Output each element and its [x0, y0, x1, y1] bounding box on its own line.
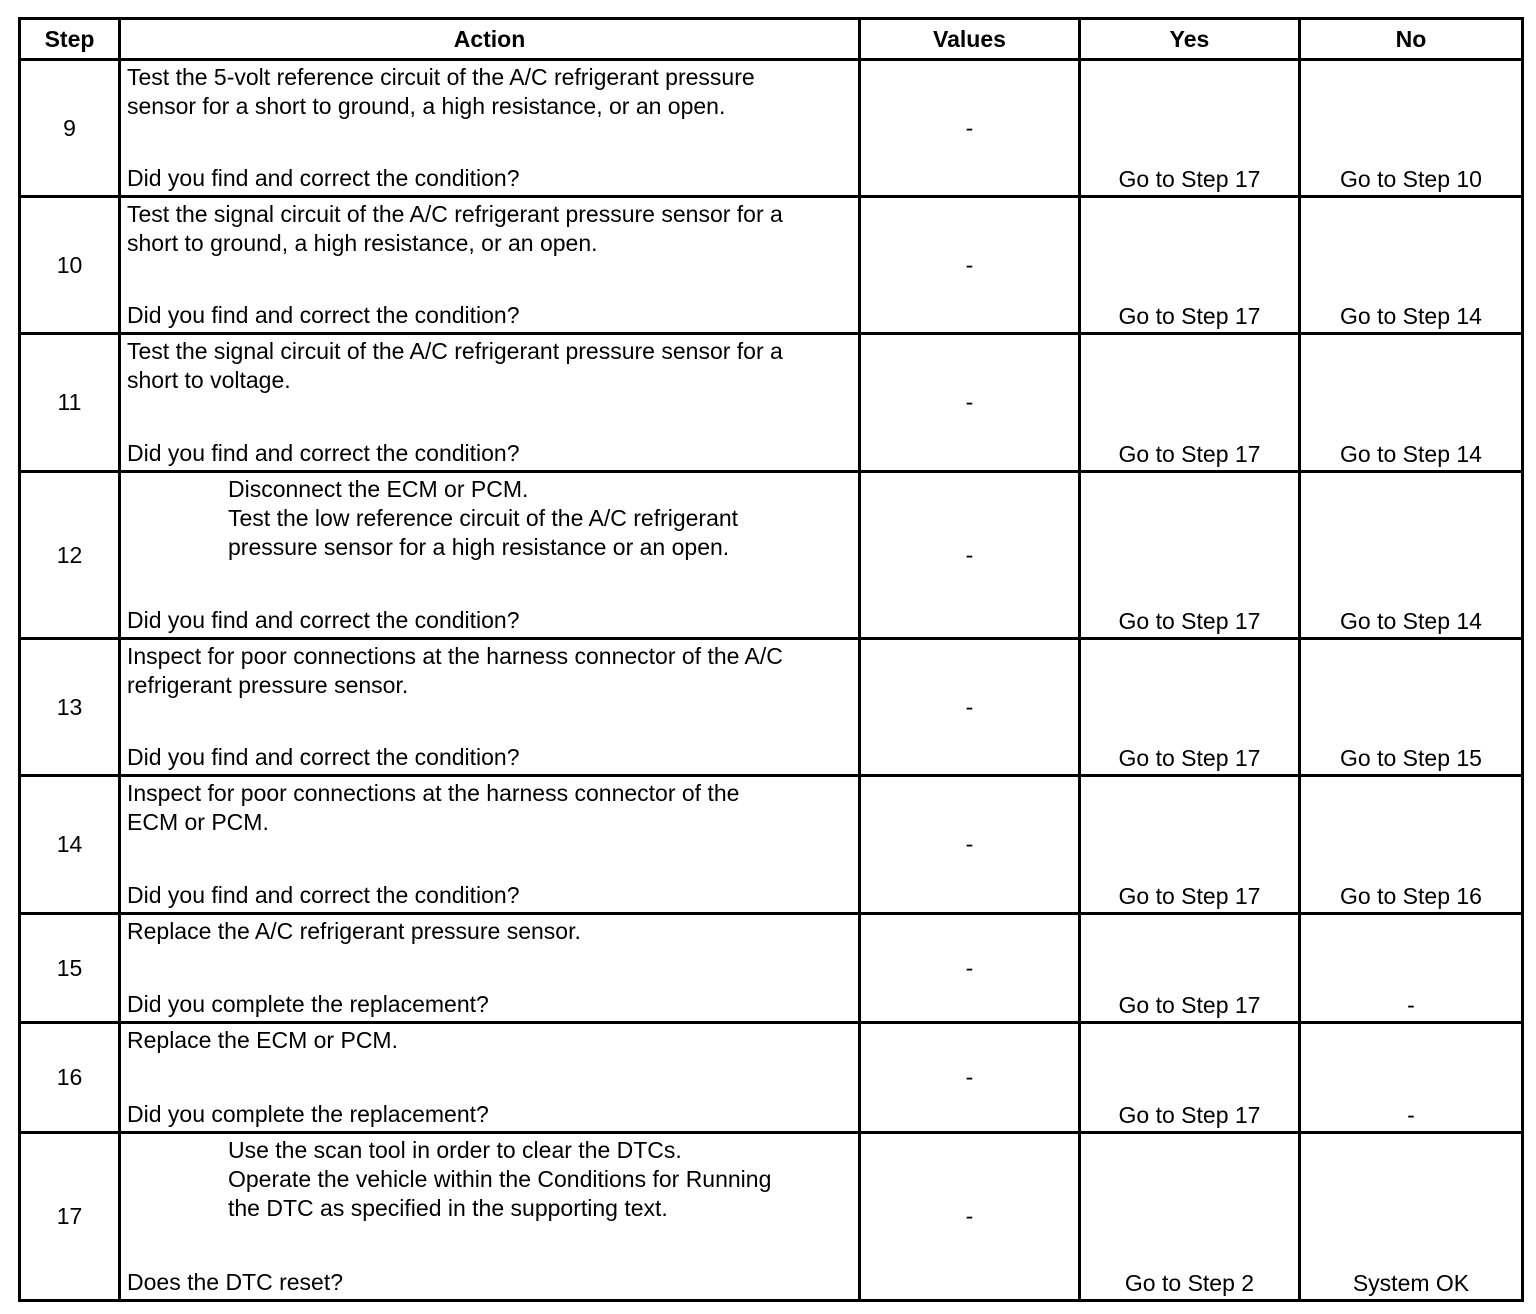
values-cell: -	[860, 197, 1080, 334]
step-number: 17	[20, 1133, 120, 1301]
action-line: Test the signal circuit of the A/C refrigerant pressure sensor for a	[127, 338, 783, 364]
step-number: 14	[20, 776, 120, 914]
action-question: Did you complete the replacement?	[127, 1101, 489, 1127]
table-row	[20, 776, 1523, 914]
action-instructions	[127, 473, 852, 562]
values-cell: -	[860, 639, 1080, 776]
action-instructions	[127, 1134, 852, 1223]
action-cell	[120, 60, 860, 197]
no-result: Go to Step 14	[1300, 197, 1523, 334]
table-row	[20, 1023, 1523, 1133]
step-number: 11	[20, 334, 120, 472]
action-cell	[120, 1023, 860, 1133]
action-line: Test the low reference circuit of the A/C refrigerant	[228, 505, 739, 531]
action-question: Did you find and correct the condition?	[127, 607, 520, 633]
yes-result: Go to Step 17	[1080, 776, 1300, 914]
step-number: 16	[20, 1023, 120, 1133]
no-result: Go to Step 15	[1300, 639, 1523, 776]
action-cell	[120, 914, 860, 1023]
header-row	[20, 19, 1523, 60]
action-question: Did you find and correct the condition?	[127, 440, 520, 466]
action-cell	[120, 334, 860, 472]
col-header-action: Action	[120, 19, 860, 60]
yes-result: Go to Step 2	[1080, 1133, 1300, 1301]
action-question: Did you find and correct the condition?	[127, 882, 520, 908]
action-question: Did you find and correct the condition?	[127, 302, 520, 328]
step-number: 13	[20, 639, 120, 776]
yes-result: Go to Step 17	[1080, 914, 1300, 1023]
action-line: Replace the ECM or PCM.	[127, 1027, 398, 1053]
action-instructions	[127, 640, 852, 700]
no-result: Go to Step 16	[1300, 776, 1523, 914]
action-line: short to ground, a high resistance, or an open.	[127, 230, 598, 256]
diagnostic-table	[18, 17, 1524, 1302]
table-row	[20, 334, 1523, 472]
table-row	[20, 197, 1523, 334]
no-result: -	[1300, 1023, 1523, 1133]
no-result: -	[1300, 914, 1523, 1023]
action-line: the DTC as specified in the supporting text.	[228, 1195, 668, 1221]
yes-result: Go to Step 17	[1080, 472, 1300, 639]
action-cell	[120, 472, 860, 639]
action-instructions	[127, 198, 852, 258]
action-instructions	[127, 777, 852, 837]
action-question: Did you find and correct the condition?	[127, 744, 520, 770]
step-number: 12	[20, 472, 120, 639]
action-line: Test the signal circuit of the A/C refrigerant pressure sensor for a	[127, 201, 783, 227]
step-number: 15	[20, 914, 120, 1023]
table-row	[20, 914, 1523, 1023]
action-line: sensor for a short to ground, a high resistance, or an open.	[127, 93, 726, 119]
no-result: Go to Step 10	[1300, 60, 1523, 197]
table-row	[20, 1133, 1523, 1301]
step-number: 9	[20, 60, 120, 197]
values-cell: -	[860, 472, 1080, 639]
action-instructions	[127, 61, 852, 121]
col-header-step: Step	[20, 19, 120, 60]
values-cell: -	[860, 1023, 1080, 1133]
values-cell: -	[860, 776, 1080, 914]
values-cell: -	[860, 1133, 1080, 1301]
action-cell	[120, 197, 860, 334]
action-line: Replace the A/C refrigerant pressure sensor.	[127, 918, 581, 944]
no-result: Go to Step 14	[1300, 472, 1523, 639]
action-line: pressure sensor for a high resistance or an open.	[228, 534, 730, 560]
action-line: short to voltage.	[127, 367, 291, 393]
action-question: Did you complete the replacement?	[127, 991, 489, 1017]
yes-result: Go to Step 17	[1080, 334, 1300, 472]
yes-result: Go to Step 17	[1080, 1023, 1300, 1133]
col-header-no: No	[1300, 19, 1523, 60]
table-body	[20, 60, 1523, 1301]
yes-result: Go to Step 17	[1080, 639, 1300, 776]
action-line: Operate the vehicle within the Conditions for Running	[228, 1166, 772, 1192]
no-result: System OK	[1300, 1133, 1523, 1301]
action-line: Test the 5-volt reference circuit of the A/C refrigerant pressure	[127, 64, 755, 90]
action-instructions	[127, 1024, 852, 1055]
col-header-yes: Yes	[1080, 19, 1300, 60]
action-cell	[120, 1133, 860, 1301]
action-question: Does the DTC reset?	[127, 1269, 344, 1295]
action-question: Did you find and correct the condition?	[127, 165, 520, 191]
action-instructions	[127, 915, 852, 946]
action-line: Inspect for poor connections at the harness connector of the A/C	[127, 643, 783, 669]
action-line: Disconnect the ECM or PCM.	[228, 476, 529, 502]
no-result: Go to Step 14	[1300, 334, 1523, 472]
action-line: ECM or PCM.	[127, 809, 269, 835]
action-line: Inspect for poor connections at the harness connector of the	[127, 780, 740, 806]
values-cell: -	[860, 334, 1080, 472]
yes-result: Go to Step 17	[1080, 197, 1300, 334]
action-line: refrigerant pressure sensor.	[127, 672, 409, 698]
table-row	[20, 472, 1523, 639]
action-cell	[120, 639, 860, 776]
action-cell	[120, 776, 860, 914]
yes-result: Go to Step 17	[1080, 60, 1300, 197]
values-cell: -	[860, 60, 1080, 197]
table-row	[20, 639, 1523, 776]
action-line: Use the scan tool in order to clear the DTCs.	[228, 1137, 682, 1163]
table-row	[20, 60, 1523, 197]
step-number: 10	[20, 197, 120, 334]
values-cell: -	[860, 914, 1080, 1023]
action-instructions	[127, 335, 852, 395]
col-header-values: Values	[860, 19, 1080, 60]
